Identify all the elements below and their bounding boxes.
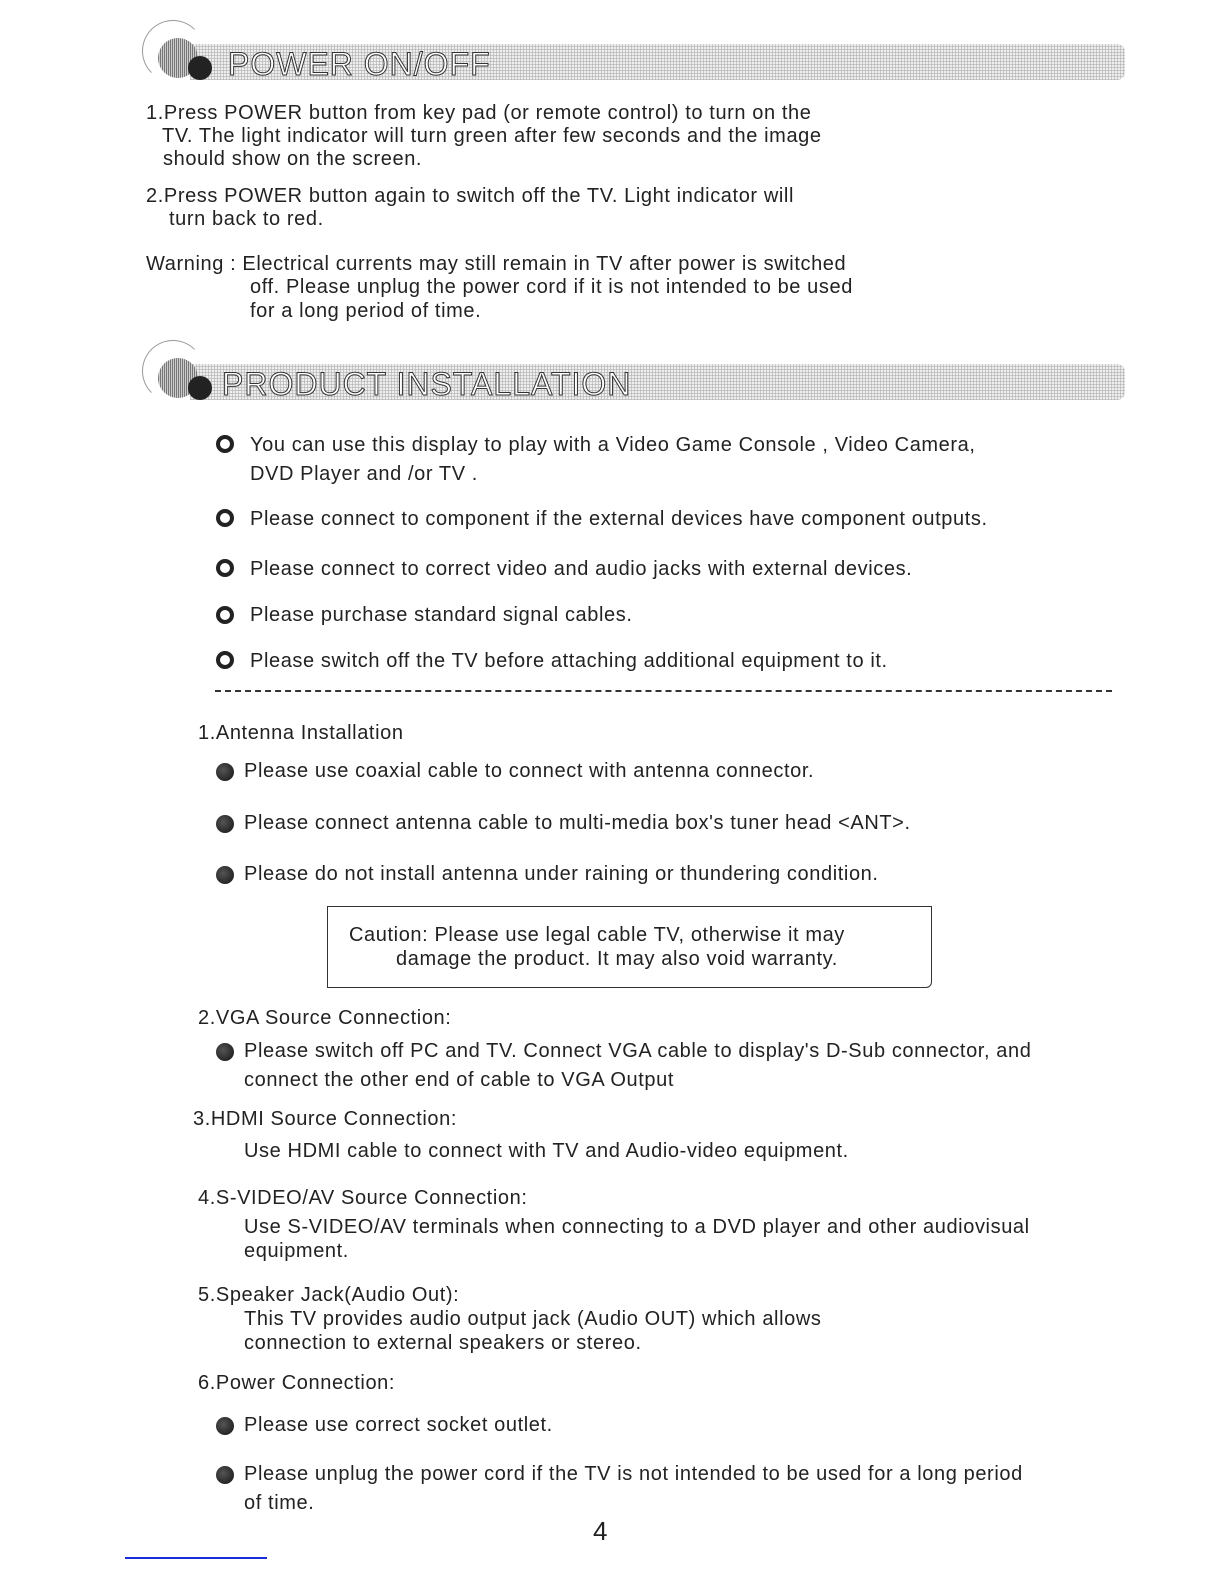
text-line: turn back to red.	[169, 208, 324, 230]
bullet-text: of time.	[244, 1492, 315, 1514]
ring-bullet-icon	[216, 606, 234, 624]
bullet-text: You can use this display to play with a Video Game Console , Video Camera,	[250, 434, 976, 456]
text-line: 2.Press POWER button again to switch off the TV. Light indicator will	[146, 185, 795, 207]
subheading: 2.VGA Source Connection:	[198, 1007, 452, 1029]
body-text: equipment.	[244, 1240, 349, 1262]
divider	[215, 690, 1112, 692]
dot-bullet-icon	[216, 1043, 234, 1061]
ring-bullet-icon	[216, 651, 234, 669]
bullet-text: Please purchase standard signal cables.	[250, 604, 633, 626]
warning-text: for a long period of time.	[250, 300, 482, 322]
footer-rule	[125, 1557, 267, 1559]
page-number: 4	[593, 1516, 609, 1546]
subheading: 5.Speaker Jack(Audio Out):	[198, 1284, 460, 1306]
subheading: 3.HDMI Source Connection:	[193, 1108, 458, 1130]
install-section-header	[150, 354, 1125, 404]
bullet-text: Please do not install antenna under raining or thundering condition.	[244, 863, 879, 885]
bullet-text: Please use correct socket outlet.	[244, 1414, 553, 1436]
subheading: 1.Antenna Installation	[198, 722, 404, 744]
ring-bullet-icon	[216, 435, 234, 453]
section-title: POWER ON/OFF	[228, 46, 491, 82]
subheading: 6.Power Connection:	[198, 1372, 396, 1394]
dot-bullet-icon	[216, 763, 234, 781]
warning-text: off. Please unplug the power cord if it is not intended to be used	[250, 276, 853, 298]
body-text: Use HDMI cable to connect with TV and Audio-video equipment.	[244, 1140, 849, 1162]
text-line: TV. The light indicator will turn green after few seconds and the image	[162, 125, 822, 147]
bullet-text: Please switch off PC and TV. Connect VGA cable to display's D-Sub connector, and	[244, 1040, 1032, 1062]
bullet-text: Please use coaxial cable to connect with antenna connector.	[244, 760, 815, 782]
text-line: should show on the screen.	[163, 148, 423, 170]
dot-bullet-icon	[216, 866, 234, 884]
dot-bullet-icon	[216, 1417, 234, 1435]
text-line: 1.Press POWER button from key pad (or remote control) to turn on the	[146, 102, 812, 124]
body-text: This TV provides audio output jack (Audio OUT) which allows	[244, 1308, 822, 1330]
bullet-text: Please connect to component if the external devices have component outputs.	[250, 508, 988, 530]
section-title: PRODUCT INSTALLATION	[222, 366, 632, 402]
caution-text: damage the product. It may also void warranty.	[396, 948, 838, 970]
bullet-text: Please connect antenna cable to multi-media box's tuner head <ANT>.	[244, 812, 911, 834]
body-text: Use S-VIDEO/AV terminals when connecting to a DVD player and other audiovisual	[244, 1216, 1030, 1238]
warning-text: Warning : Electrical currents may still remain in TV after power is switched	[146, 253, 847, 275]
bullet-text: connect the other end of cable to VGA Output	[244, 1069, 675, 1091]
subheading: 4.S-VIDEO/AV Source Connection:	[198, 1187, 528, 1209]
bullet-text: Please unplug the power cord if the TV is not intended to be used for a long period	[244, 1463, 1023, 1485]
dot-bullet-icon	[216, 1466, 234, 1484]
caution-text: Caution: Please use legal cable TV, otherwise it may	[349, 924, 845, 946]
bullet-text: DVD Player and /or TV .	[250, 463, 478, 485]
bullet-text: Please connect to correct video and audio jacks with external devices.	[250, 558, 913, 580]
bullet-text: Please switch off the TV before attaching additional equipment to it.	[250, 650, 888, 672]
ring-bullet-icon	[216, 559, 234, 577]
dot-bullet-icon	[216, 815, 234, 833]
ring-bullet-icon	[216, 509, 234, 527]
power-section-header	[150, 34, 1125, 84]
body-text: connection to external speakers or stereo.	[244, 1332, 642, 1354]
